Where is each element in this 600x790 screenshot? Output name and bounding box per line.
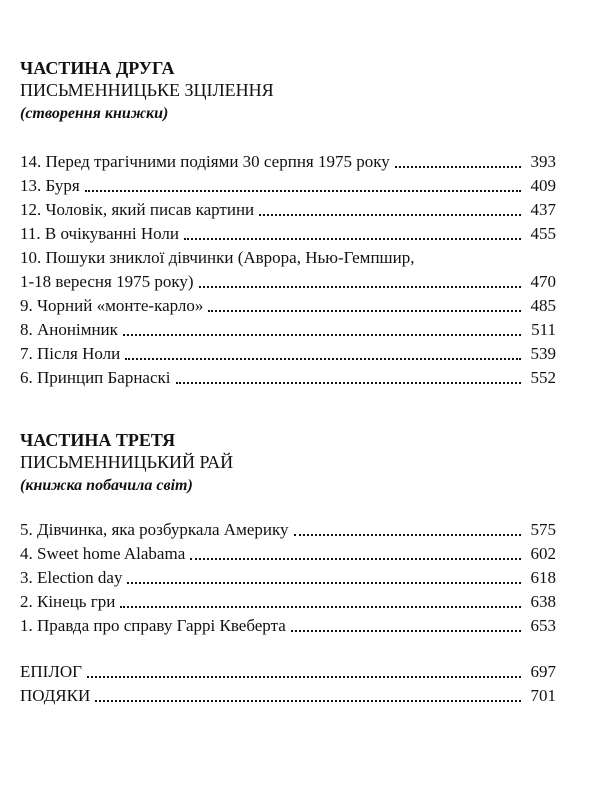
toc-entry-page: 552 xyxy=(530,368,556,387)
leader-dots xyxy=(127,582,521,584)
toc-entry-page: 618 xyxy=(530,568,556,587)
toc-entry-title: 11. В очікуванні Ноли xyxy=(20,224,179,243)
toc-entry xyxy=(20,366,556,390)
toc-entry-page: 470 xyxy=(530,272,556,291)
toc-entry-page: 653 xyxy=(530,616,556,635)
leader-dots xyxy=(123,334,521,336)
toc-entry-title: ЕПІЛОГ xyxy=(20,662,82,681)
toc-entry-title: 3. Election day xyxy=(20,568,123,587)
part-two-label: ЧАСТИНА ДРУГА xyxy=(20,58,175,78)
leader-dots xyxy=(190,558,521,560)
toc-entry-title: 13. Буря xyxy=(20,176,80,195)
toc-entry-title: 8. Анонімник xyxy=(20,320,118,339)
toc-entry-title: 5. Дівчинка, яка розбуркала Америку xyxy=(20,520,289,539)
leader-dots xyxy=(176,382,522,384)
part-three-toc xyxy=(20,518,556,638)
leader-dots xyxy=(208,310,521,312)
toc-entry-page: 602 xyxy=(530,544,556,563)
toc-entry xyxy=(20,566,556,590)
leader-dots xyxy=(87,676,521,678)
toc-entry xyxy=(20,294,556,318)
leader-dots xyxy=(184,238,521,240)
toc-entry-title: 9. Чорний «монте-карло» xyxy=(20,296,204,315)
toc-entry-page: 539 xyxy=(530,344,556,363)
part-two-subtitle: (створення книжки) xyxy=(20,105,169,122)
leader-dots xyxy=(120,606,521,608)
toc-entry-page: 455 xyxy=(530,224,556,243)
part-three-header xyxy=(20,430,556,496)
toc-entry-title: ПОДЯКИ xyxy=(20,686,91,705)
leader-dots xyxy=(259,214,521,216)
toc-entry xyxy=(20,150,556,174)
part-three-title: ПИСЬМЕННИЦЬКИЙ РАЙ xyxy=(20,452,234,472)
toc-entry-title: 6. Принцип Барнаскі xyxy=(20,368,171,387)
toc-entry xyxy=(20,174,556,198)
toc-entry xyxy=(20,222,556,246)
part-three-subtitle: (книжка побачила світ) xyxy=(20,477,193,494)
toc-entry xyxy=(20,318,556,342)
toc-entry xyxy=(20,614,556,638)
end-matter-toc xyxy=(20,660,556,708)
toc-entry-page: 485 xyxy=(530,296,556,315)
toc-entry-page: 437 xyxy=(530,200,556,219)
toc-entry-page: 511 xyxy=(531,320,556,339)
toc-entry-title: 2. Кінець гри xyxy=(20,592,116,611)
part-two-toc xyxy=(20,150,556,390)
toc-entry xyxy=(20,342,556,366)
leader-dots xyxy=(125,358,521,360)
leader-dots xyxy=(199,286,522,288)
toc-entry-page: 638 xyxy=(530,592,556,611)
part-three-label: ЧАСТИНА ТРЕТЯ xyxy=(20,430,176,450)
toc-entry xyxy=(20,542,556,566)
toc-entry-page: 409 xyxy=(530,176,556,195)
toc-entry-title: 1. Правда про справу Гаррі Квеберта xyxy=(20,616,286,635)
toc-entry xyxy=(20,270,556,294)
toc-entry-page: 697 xyxy=(530,662,556,681)
leader-dots xyxy=(95,700,521,702)
toc-entry-page: 575 xyxy=(530,520,556,539)
part-two-header xyxy=(20,58,556,124)
toc-entry-title: 7. Після Ноли xyxy=(20,344,121,363)
toc-entry-line1 xyxy=(20,246,556,270)
toc-entry-page: 701 xyxy=(530,686,556,705)
leader-dots xyxy=(85,190,521,192)
toc-entry-title: 12. Чоловік, який писав картини xyxy=(20,200,255,219)
toc-entry-title: 10. Пошуки зниклої дівчинки (Аврора, Нью-Гемпшир, xyxy=(20,248,415,267)
toc-entry-page: 393 xyxy=(530,152,556,171)
toc-entry-title: 4. Sweet home Alabama xyxy=(20,544,186,563)
leader-dots xyxy=(395,166,521,168)
part-two-title: ПИСЬМЕННИЦЬКЕ ЗЦІЛЕННЯ xyxy=(20,80,274,100)
toc-entry-title-cont: 1-18 вересня 1975 року) xyxy=(20,272,194,291)
leader-dots xyxy=(291,630,521,632)
toc-entry xyxy=(20,590,556,614)
toc-entry xyxy=(20,518,556,542)
toc-entry xyxy=(20,198,556,222)
toc-entry-epilogue xyxy=(20,660,556,684)
toc-entry-acknowledgments xyxy=(20,684,556,708)
toc-entry-title: 14. Перед трагічними подіями 30 серпня 1975 року xyxy=(20,152,390,171)
leader-dots xyxy=(294,534,522,536)
